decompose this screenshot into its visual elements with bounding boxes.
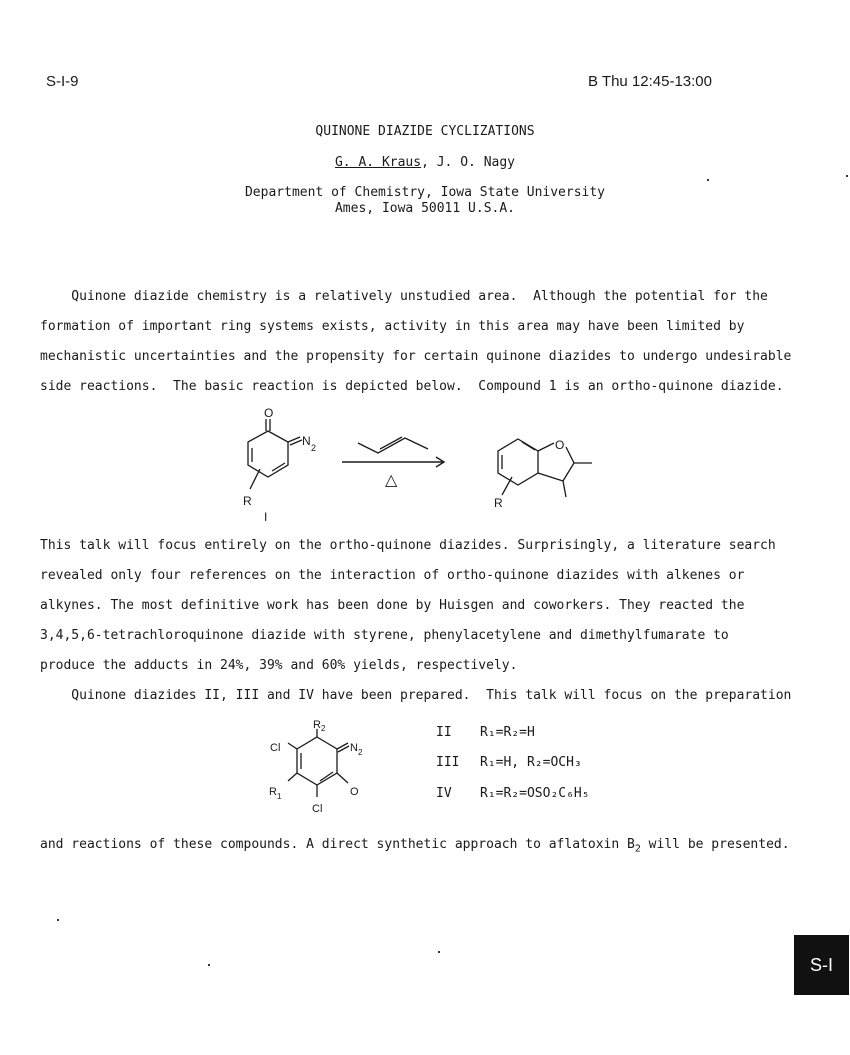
carbonyl-oxygen-label: O xyxy=(350,786,359,798)
r1-subscript: 1 xyxy=(277,792,282,801)
scan-speck xyxy=(438,951,440,953)
compound-formula-iii: R₁=H, R₂=OCH₃ xyxy=(480,755,582,770)
paragraph-4-end: will be presented. xyxy=(640,837,790,852)
paragraph-2-line-1: This talk will focus entirely on the ortho-quinone diazides. Surprisingly, a literature search xyxy=(40,538,776,553)
r2-label: R xyxy=(313,719,321,731)
heat-symbol: △ xyxy=(385,472,398,489)
compound-formula-iv: R₁=R₂=OSO₂C₆H₅ xyxy=(480,786,590,801)
paragraph-3: Quinone diazides II, III and IV have been prepared. This talk will focus on the preparation xyxy=(40,688,792,703)
dihydrobenzofuran-structure xyxy=(498,439,592,497)
paper-title: QUINONE DIAZIDE CYCLIZATIONS xyxy=(315,124,535,139)
paragraph-1-line-3: mechanistic uncertainties and the propensity for certain quinone diazides to undergo undesirable xyxy=(40,349,792,364)
diazo-n-subscript: 2 xyxy=(358,748,363,757)
chloro-bottom-label: Cl xyxy=(312,803,323,815)
paragraph-4 xyxy=(40,837,790,855)
scan-speck xyxy=(707,179,709,181)
reaction-scheme xyxy=(230,405,610,530)
compound-formula-ii: R₁=R₂=H xyxy=(480,725,535,740)
reaction-arrow xyxy=(342,457,444,467)
affiliation-line-2: Ames, Iowa 50011 U.S.A. xyxy=(334,201,515,216)
diazo-n-subscript: 2 xyxy=(311,443,317,453)
paragraph-2-line-3: alkynes. The most definitive work has been done by Huisgen and coworkers. They reacted the xyxy=(40,598,745,613)
presenting-author: G. A. Kraus xyxy=(334,155,422,170)
quinone-diazide-structure xyxy=(248,419,302,489)
scan-speck xyxy=(57,919,59,921)
r1-label: R xyxy=(269,786,277,798)
carbonyl-oxygen-label: O xyxy=(264,406,274,420)
r-substituent-left: R xyxy=(243,494,252,508)
paragraph-1-line-1: Quinone diazide chemistry is a relatively unstudied area. Although the potential for the xyxy=(40,289,768,304)
r-substituent-right: R xyxy=(494,496,503,510)
paragraph-4-subscript: 2 xyxy=(634,843,641,855)
compound-id-iv: IV xyxy=(436,786,452,801)
diazo-n-label: N xyxy=(302,434,311,448)
r2-subscript: 2 xyxy=(321,724,326,733)
paragraph-1-line-2: formation of important ring systems exists, activity in this area may have been limited by xyxy=(40,319,745,334)
diazo-n-label: N xyxy=(350,742,358,754)
alkene-reagent xyxy=(358,437,428,453)
compound-id-iii: III xyxy=(436,755,460,770)
co-author: , J. O. Nagy xyxy=(421,155,515,170)
ring-oxygen-label: O xyxy=(555,438,565,452)
paragraph-2-line-2: revealed only four references on the interaction of ortho-quinone diazides with alkenes or xyxy=(40,568,745,583)
paragraph-1-line-4: side reactions. The basic reaction is depicted below. Compound 1 is an ortho-quinone diazide. xyxy=(40,379,784,394)
scan-speck xyxy=(208,964,210,966)
author-line xyxy=(0,155,850,170)
scan-speck xyxy=(846,175,848,177)
session-time: B Thu 12:45-13:00 xyxy=(588,73,712,90)
affiliation-line-1: Department of Chemistry, Iowa State University xyxy=(244,185,606,200)
chloro-top-label: Cl xyxy=(270,742,281,754)
compound-id-ii: II xyxy=(436,725,452,740)
compound-label-i: I xyxy=(264,510,268,524)
substituted-quinone-diazide-structure xyxy=(262,715,382,820)
paragraph-2-line-5: produce the adducts in 24%, 39% and 60% yields, respectively. xyxy=(40,658,518,673)
paragraph-4-main: and reactions of these compounds. A direct synthetic approach to aflatoxin B xyxy=(40,837,635,852)
abstract-code: S-I-9 xyxy=(46,73,79,90)
paragraph-2-line-4: 3,4,5,6-tetrachloroquinone diazide with styrene, phenylacetylene and dimethylfumarate to xyxy=(40,628,729,643)
section-tab: S-I xyxy=(794,935,849,995)
